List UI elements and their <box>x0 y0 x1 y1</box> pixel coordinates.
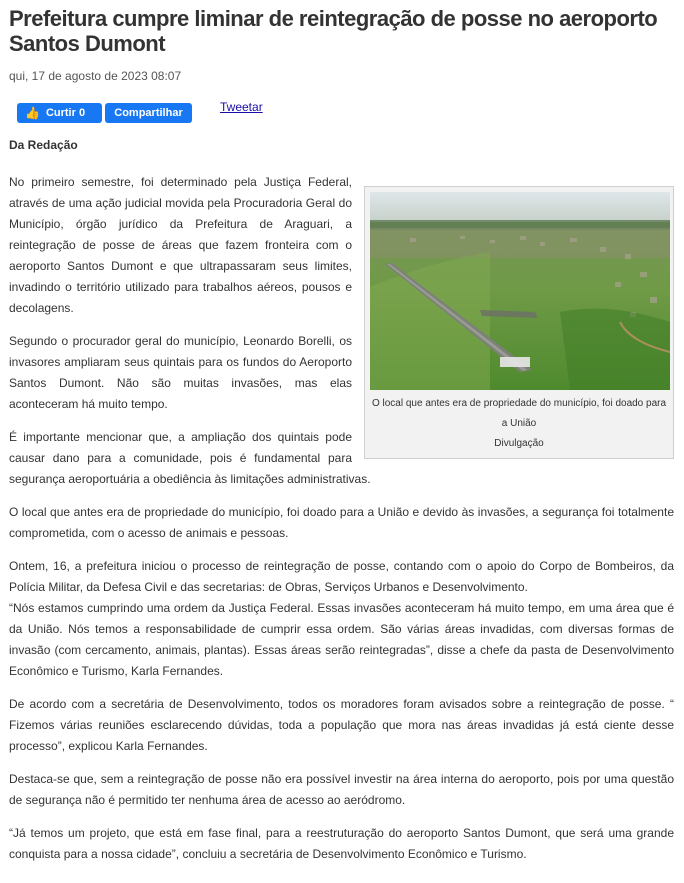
airport-aerial-photo <box>370 192 670 390</box>
publish-date: qui, 17 de agosto de 2023 08:07 <box>9 69 182 83</box>
share-button[interactable] <box>105 103 192 123</box>
share-bar <box>9 95 674 135</box>
paragraph: Segundo o procurador geral do município, Leonardo Borelli, os invasores ampliaram seus quintais para os fundos do Aeroporto Santos Dumont. Não são muitas invasões, mas elas aconteceram há muito tempo. <box>9 334 352 411</box>
byline: Da Redação <box>9 138 78 152</box>
paragraph: Ontem, 16, a prefeitura iniciou o processo de reintegração de posse, contando com o apoio do Corpo de Bombeiros, da Polícia Militar, da Defesa Civil e das secretarias: de Obras, Serviços Urbanos e Desenvolvimento. <box>9 559 674 594</box>
like-label: Curtir 0 <box>45 107 86 119</box>
share-label: Compartilhar <box>114 107 183 119</box>
paragraph: “Já temos um projeto, que está em fase final, para a reestruturação do aeroporto Santos Dumont, que será uma grande conquista para a nossa cidade”, concluiu a secretária de Desenvolvimento Econômico e Turismo. <box>9 826 674 861</box>
paragraph: “Nós estamos cumprindo uma ordem da Justiça Federal. Essas invasões aconteceram há muito tempo, em uma área que é da União. Nós temos a responsabilidade de cumprir essa ordem. São várias áreas invadidas, com diversas formas de invasão (com cercamento, animais, plantas). Essas áreas serão reintegradas”, disse a chefe da pasta de Desenvolvimento Econômico e Turismo, Karla Fernandes. <box>9 601 674 678</box>
paragraph: De acordo com a secretária de Desenvolvimento, todos os moradores foram avisados sobre a reintegração de posse. “ Fizemos várias reuniões esclarecendo dúvidas, toda a população que mora nas áreas invadidas já está ciente desse processo”, explicou Karla Fernandes. <box>9 697 674 753</box>
like-button[interactable] <box>17 103 102 123</box>
figure-credit: Divulgação <box>494 438 544 449</box>
tweet-link[interactable]: Tweetar <box>220 100 263 114</box>
paragraph: É importante mencionar que, a ampliação dos quintais pode causar dano para a comunidade, pois é fundamental para segurança aeroportuária a obediência às limitações administrativas. <box>9 430 371 486</box>
paragraph: No primeiro semestre, foi determinado pela Justiça Federal, através de uma ação judicial movida pela Procuradoria Geral do Município, órgão jurídico da Prefeitura de Araguari, a reintegração de posse de áreas que fazem fronteira com o aeroporto Santos Dumont e que ultrapassaram seus limites, invadindo o território utilizado para trabalhos aéreos, pousos e decolagens. <box>9 175 352 315</box>
paragraph: Destaca-se que, sem a reintegração de posse não era possível investir na área interna do aeroporto, pois por uma questão de segurança não é permitido ter nenhuma área de acesso ao aeródromo. <box>9 772 674 807</box>
thumbs-up-icon: 👍 <box>25 106 40 120</box>
figure-caption: O local que antes era de propriedade do município, foi doado para a União <box>371 398 667 429</box>
article-body <box>9 158 674 865</box>
article-title: Prefeitura cumpre liminar de reintegração de posse no aeroporto Santos Dumont <box>9 6 658 56</box>
article-figure <box>364 186 674 459</box>
paragraph: O local que antes era de propriedade do município, foi doado para a União e devido às invasões, a segurança foi totalmente comprometida, com o acesso de animais e pessoas. <box>9 505 674 540</box>
